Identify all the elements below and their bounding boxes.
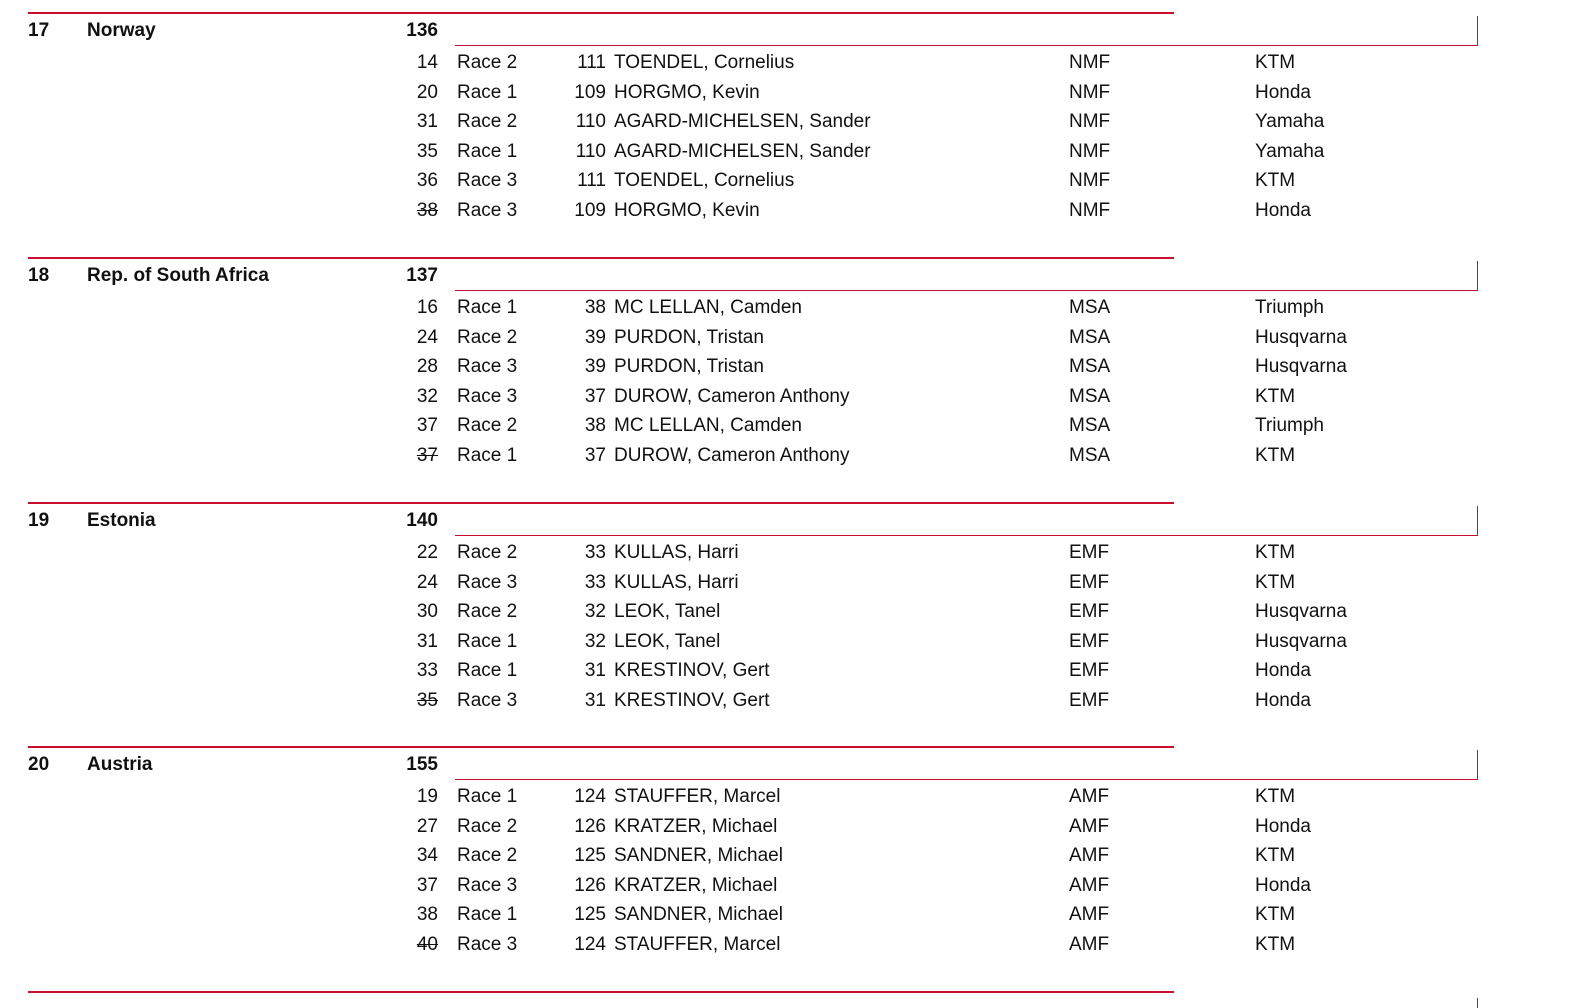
rider-number: 33 [584, 542, 606, 563]
team-divider [28, 746, 1174, 748]
rider-number: 39 [584, 356, 606, 378]
rider-name: LEOK, Tanel [614, 601, 721, 623]
motorcycle-brand: KTM [1255, 904, 1296, 926]
federation: NMF [1069, 81, 1111, 103]
motorcycle-brand: KTM [1255, 542, 1296, 563]
rider-number: 37 [584, 444, 606, 466]
rider-number: 33 [584, 571, 606, 593]
race-label: Race 3 [457, 933, 518, 955]
result-position: 22 [416, 542, 438, 563]
team-rank: 18 [28, 265, 50, 286]
motorcycle-brand: KTM [1255, 385, 1296, 407]
team-block-south-africa [0, 257, 1576, 502]
result-position: 31 [416, 630, 438, 652]
rider-name: STAUFFER, Marcel [614, 786, 781, 807]
motorcycle-brand: Triumph [1255, 415, 1324, 437]
result-position: 37 [416, 874, 438, 896]
rider-name: AGARD-MICHELSEN, Sander [614, 140, 871, 162]
rider-number: 37 [584, 385, 606, 407]
race-label: Race 3 [457, 385, 518, 407]
race-label: Race 1 [457, 297, 518, 318]
results-list [0, 538, 1576, 716]
race-label: Race 2 [457, 542, 518, 563]
race-label: Race 1 [457, 81, 518, 103]
result-row [0, 137, 1576, 167]
result-row [0, 627, 1576, 657]
race-label: Race 3 [457, 689, 518, 711]
result-row [0, 841, 1576, 871]
result-position: 24 [416, 571, 438, 593]
race-label: Race 2 [457, 111, 518, 133]
motorcycle-brand: Honda [1255, 815, 1311, 837]
team-block-norway [0, 12, 1576, 257]
result-row [0, 293, 1576, 323]
result-position: 28 [416, 356, 438, 378]
federation: EMF [1069, 601, 1110, 623]
result-row [0, 382, 1576, 412]
rider-name: AGARD-MICHELSEN, Sander [614, 111, 871, 133]
result-row [0, 352, 1576, 382]
team-total-points: 155 [406, 754, 438, 775]
result-row [0, 196, 1576, 226]
federation: EMF [1069, 660, 1110, 682]
federation: EMF [1069, 542, 1110, 563]
rider-name: SANDNER, Michael [614, 904, 783, 926]
rider-number: 32 [584, 601, 606, 623]
federation: EMF [1069, 630, 1110, 652]
dropped-result-position: 40 [416, 933, 438, 955]
rider-number: 111 [577, 170, 606, 192]
results-divider [455, 779, 1478, 780]
rider-number: 39 [584, 326, 606, 348]
motorcycle-brand: Triumph [1255, 297, 1324, 318]
team-country: Rep. of South Africa [87, 265, 269, 286]
rider-name: KRESTINOV, Gert [614, 660, 770, 682]
rider-number: 126 [574, 815, 606, 837]
result-position: 20 [416, 81, 438, 103]
result-position: 36 [416, 170, 438, 192]
result-row [0, 107, 1576, 137]
results-divider-tick [1477, 750, 1478, 780]
race-label: Race 1 [457, 786, 518, 807]
race-label: Race 2 [457, 815, 518, 837]
result-row [0, 78, 1576, 108]
results-divider [455, 290, 1478, 291]
result-row [0, 900, 1576, 930]
results-list [0, 48, 1576, 226]
federation: MSA [1069, 356, 1111, 378]
result-row [0, 538, 1576, 568]
results-list [0, 782, 1576, 960]
race-label: Race 2 [457, 415, 518, 437]
result-row [0, 782, 1576, 812]
results-divider-tick [1477, 16, 1478, 46]
federation: MSA [1069, 297, 1111, 318]
results-divider-tick [1477, 506, 1478, 536]
team-total-points: 136 [406, 20, 438, 41]
motorcycle-brand: Honda [1255, 199, 1311, 221]
result-row [0, 656, 1576, 686]
race-label: Race 3 [457, 874, 518, 896]
rider-name: PURDON, Tristan [614, 356, 764, 378]
result-position: 31 [416, 111, 438, 133]
result-row [0, 686, 1576, 716]
rider-name: KRATZER, Michael [614, 815, 778, 837]
team-block-estonia [0, 502, 1576, 747]
result-row [0, 48, 1576, 78]
race-label: Race 1 [457, 444, 518, 466]
rider-number: 109 [574, 199, 606, 221]
race-label: Race 2 [457, 601, 518, 623]
rider-name: DUROW, Cameron Anthony [614, 444, 850, 466]
team-divider [28, 257, 1174, 259]
race-label: Race 1 [457, 660, 518, 682]
race-label: Race 3 [457, 170, 518, 192]
federation: EMF [1069, 571, 1110, 593]
result-row [0, 871, 1576, 901]
rider-number: 38 [584, 415, 606, 437]
rider-name: MC LELLAN, Camden [614, 297, 802, 318]
dropped-result-position: 38 [416, 199, 438, 221]
dropped-result-position: 35 [416, 689, 438, 711]
race-label: Race 1 [457, 140, 518, 162]
federation: AMF [1069, 874, 1110, 896]
race-label: Race 3 [457, 571, 518, 593]
result-row [0, 323, 1576, 353]
rider-number: 110 [575, 111, 606, 133]
motorcycle-brand: Yamaha [1255, 111, 1325, 133]
federation: NMF [1069, 140, 1111, 162]
rider-name: KULLAS, Harri [614, 542, 739, 563]
race-label: Race 2 [457, 845, 518, 867]
team-divider [28, 12, 1174, 14]
motorcycle-brand: KTM [1255, 170, 1296, 192]
result-row [0, 812, 1576, 842]
results-divider [455, 535, 1478, 536]
result-position: 27 [416, 815, 438, 837]
result-row [0, 166, 1576, 196]
rider-name: KULLAS, Harri [614, 571, 739, 593]
results-list [0, 293, 1576, 471]
rider-number: 109 [574, 81, 606, 103]
motorcycle-brand: Yamaha [1255, 140, 1325, 162]
motorcycle-brand: KTM [1255, 786, 1296, 807]
motorcycle-brand: KTM [1255, 444, 1296, 466]
motorcycle-brand: Husqvarna [1255, 601, 1347, 623]
rider-number: 111 [577, 52, 606, 73]
result-position: 34 [416, 845, 438, 867]
federation: AMF [1069, 786, 1110, 807]
motorcycle-brand: KTM [1255, 933, 1296, 955]
motorcycle-brand: KTM [1255, 571, 1296, 593]
team-country: Estonia [87, 510, 156, 531]
result-position: 24 [416, 326, 438, 348]
rider-name: TOENDEL, Cornelius [614, 170, 795, 192]
federation: MSA [1069, 444, 1111, 466]
results-divider [455, 45, 1478, 46]
result-row [0, 930, 1576, 960]
rider-number: 125 [574, 845, 606, 867]
rider-number: 125 [574, 904, 606, 926]
rider-number: 126 [574, 874, 606, 896]
race-label: Race 2 [457, 52, 518, 73]
result-position: 33 [416, 660, 438, 682]
federation: MSA [1069, 326, 1111, 348]
result-row [0, 411, 1576, 441]
team-rank: 20 [28, 754, 50, 775]
federation: MSA [1069, 385, 1111, 407]
motorcycle-brand: KTM [1255, 845, 1296, 867]
team-rank: 17 [28, 20, 50, 41]
federation: EMF [1069, 689, 1110, 711]
rider-name: KRESTINOV, Gert [614, 689, 770, 711]
result-position: 38 [416, 904, 438, 926]
results-divider-tick [1477, 261, 1478, 291]
rider-name: PURDON, Tristan [614, 326, 764, 348]
result-position: 14 [416, 52, 438, 73]
race-label: Race 2 [457, 326, 518, 348]
federation: NMF [1069, 52, 1111, 73]
federation: NMF [1069, 170, 1111, 192]
rider-number: 31 [584, 689, 606, 711]
rider-name: HORGMO, Kevin [614, 199, 760, 221]
result-row [0, 568, 1576, 598]
result-row [0, 597, 1576, 627]
motorcycle-brand: Husqvarna [1255, 326, 1347, 348]
motorcycle-brand: KTM [1255, 52, 1296, 73]
next-team-divider-tick [1477, 998, 1478, 1008]
rider-number: 32 [584, 630, 606, 652]
federation: NMF [1069, 111, 1111, 133]
result-position: 32 [416, 385, 438, 407]
motorcycle-brand: Honda [1255, 689, 1311, 711]
race-label: Race 3 [457, 199, 518, 221]
rider-name: MC LELLAN, Camden [614, 415, 802, 437]
race-label: Race 3 [457, 356, 518, 378]
result-position: 30 [416, 601, 438, 623]
rider-number: 124 [574, 933, 606, 955]
rider-name: LEOK, Tanel [614, 630, 721, 652]
rider-name: DUROW, Cameron Anthony [614, 385, 850, 407]
rider-number: 124 [574, 786, 606, 807]
result-position: 37 [416, 415, 438, 437]
team-total-points: 140 [406, 510, 438, 531]
federation: AMF [1069, 904, 1110, 926]
motorcycle-brand: Honda [1255, 660, 1311, 682]
rider-name: SANDNER, Michael [614, 845, 783, 867]
motorcycle-brand: Honda [1255, 81, 1311, 103]
team-rank: 19 [28, 510, 50, 531]
motorcycle-brand: Honda [1255, 874, 1311, 896]
rider-number: 31 [584, 660, 606, 682]
federation: AMF [1069, 815, 1110, 837]
result-position: 19 [416, 786, 438, 807]
team-block-austria [0, 746, 1576, 991]
rider-number: 110 [575, 140, 606, 162]
federation: AMF [1069, 933, 1110, 955]
team-country: Austria [87, 754, 153, 775]
result-position: 16 [416, 297, 438, 318]
team-divider [28, 502, 1174, 504]
next-team-divider [28, 991, 1174, 993]
dropped-result-position: 37 [416, 444, 438, 466]
team-total-points: 137 [406, 265, 438, 286]
race-label: Race 1 [457, 630, 518, 652]
race-label: Race 1 [457, 904, 518, 926]
rider-name: KRATZER, Michael [614, 874, 778, 896]
team-country: Norway [87, 20, 156, 41]
result-position: 35 [416, 140, 438, 162]
rider-name: TOENDEL, Cornelius [614, 52, 795, 73]
federation: MSA [1069, 415, 1111, 437]
federation: AMF [1069, 845, 1110, 867]
result-row [0, 441, 1576, 471]
rider-name: STAUFFER, Marcel [614, 933, 781, 955]
rider-name: HORGMO, Kevin [614, 81, 760, 103]
federation: NMF [1069, 199, 1111, 221]
motorcycle-brand: Husqvarna [1255, 356, 1347, 378]
motorcycle-brand: Husqvarna [1255, 630, 1347, 652]
rider-number: 38 [584, 297, 606, 318]
